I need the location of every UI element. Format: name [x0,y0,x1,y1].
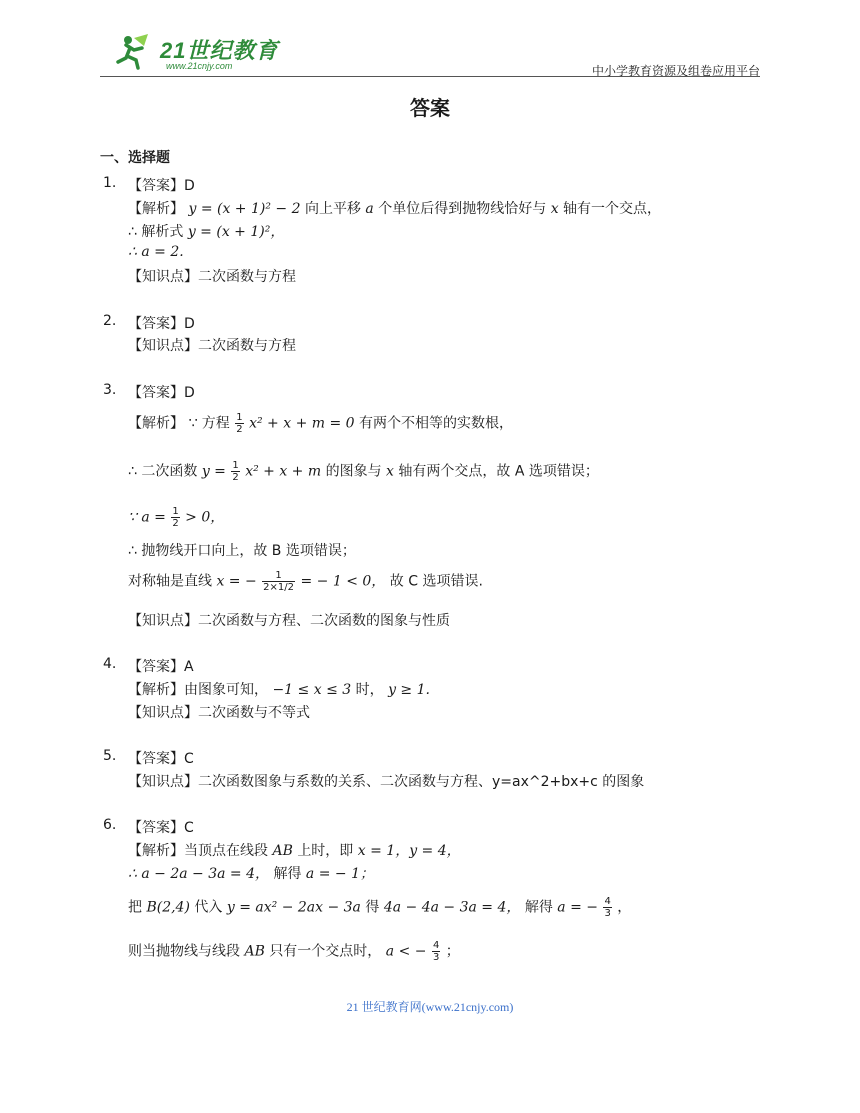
math-expression: y = ax² − 2ax − 3a [226,899,361,916]
math-expression: AB [272,843,293,859]
section-heading: 一、选择题 [100,150,170,166]
text-fragment: 故 C 选项错误. [389,573,483,590]
math-expression: x² + x + m [245,463,322,480]
question-number: 1. [103,175,117,191]
analysis-line [128,221,284,241]
answer-line: 【答案】D [128,385,195,401]
math-expression: y = [201,463,226,480]
analysis-line [128,198,661,218]
math-expression: y = (x + 1)²， [187,224,285,240]
fraction: $\frac{1}{2}$ [172,506,179,529]
answer-line: 【答案】D [128,178,195,194]
knowledge-line: 【知识点】二次函数与方程 [128,338,296,354]
analysis-line [128,896,631,919]
text-fragment: 只有一个交点时， [269,943,382,960]
answer-line: 【答案】A [128,659,194,675]
math-expression: y = (x + 1)² − 2 [188,201,301,217]
analysis-line: ∴ a = 2. [128,244,184,260]
math-expression: ∴ a − 2a − 3a = 4， [128,866,270,882]
text-fragment: 向上平移 [304,201,361,217]
analysis-line [128,940,460,963]
text-fragment: 对称轴是直线 [128,573,212,590]
answer-line: 【答案】C [128,820,194,836]
math-expression: AB [244,943,265,960]
header-divider [100,76,760,77]
text-fragment: 【解析】当顶点在线段 [128,843,268,859]
question-number: 5. [103,748,117,764]
text-fragment: 有两个不相等的实数根， [359,415,514,432]
text-fragment: 时， [355,682,384,698]
fraction: $\frac{1}{2}$ [236,412,243,435]
analysis-line [128,679,430,699]
math-expression: 4a − 4a − 3a = 4， [383,899,521,916]
fraction: $\frac{4}{3}$ [432,940,440,963]
math-expression: = − 1 < 0， [300,573,386,590]
analysis-line [128,840,461,860]
math-expression: −1 ≤ x ≤ 3 [272,682,352,698]
knowledge-line: 【知识点】二次函数与方程、二次函数的图象与性质 [128,613,450,629]
text-fragment: 则当抛物线与线段 [128,943,240,960]
answer-line: 【答案】C [128,751,194,767]
question-number: 6. [103,817,117,833]
text-fragment: 上时，即 [297,843,354,859]
knowledge-line: 【知识点】二次函数与方程 [128,269,296,285]
text-fragment: ∴ 解析式 [128,224,184,240]
analysis-line [128,506,224,529]
analysis-line [128,412,513,435]
analysis-label: 【解析】 [128,201,184,217]
analysis-line [128,570,483,593]
platform-name: 中小学教育资源及组卷应用平台 [591,64,760,78]
math-expression: > 0， [185,509,225,526]
logo-url: www.21cnjy.com [166,61,233,71]
text-fragment: 解得 [273,866,302,882]
analysis-line [128,863,374,883]
text-fragment: 解得 [524,899,553,916]
text-fragment: ， [617,899,632,916]
page-footer[interactable]: 21 世纪教育网(www.21cnjy.com) [346,1000,514,1014]
math-expression: x² + x + m = 0 [249,415,355,432]
text-fragment: 把 [128,899,142,916]
page-header [100,26,760,78]
math-expression: a [365,201,374,217]
knowledge-line: 【知识点】二次函数与不等式 [128,705,310,721]
text-fragment: 轴有一个交点， [563,201,662,217]
text-fragment: ∴ 二次函数 [128,463,198,480]
analysis-line [128,460,599,483]
math-expression: a < − [385,943,427,960]
fraction: $\frac{1}{2}$ [232,460,239,483]
math-expression: ∵ a = [128,509,166,526]
runner-logo-icon [114,32,160,72]
logo-text: 21世纪教育 [160,38,279,63]
math-expression: x = − [216,573,257,590]
text-fragment: 个单位后得到抛物线恰好与 [378,201,547,217]
question-number: 3. [103,382,117,398]
knowledge-line: 【知识点】二次函数图象与系数的关系、二次函数与方程、y=ax^2+bx+c 的图象 [128,774,645,790]
math-expression: x [550,201,559,217]
text-fragment: ； [445,943,460,960]
math-expression: x [386,463,394,480]
text-fragment: 得 [365,899,380,916]
analysis-line: ∴ 抛物线开口向上，故 B 选项错误； [128,543,356,559]
page-title: 答案 [410,96,450,120]
answer-line: 【答案】D [128,316,195,332]
analysis-label: 【解析】 [128,415,184,432]
question-number: 2. [103,313,117,329]
site-logo [108,28,288,76]
text-fragment: 代入 [194,899,223,916]
math-expression: a = − 1； [305,866,374,882]
math-expression: y ≥ 1. [388,682,430,698]
text-fragment: 轴有两个交点，故 A 选项错误； [398,463,599,480]
text-fragment: ∵ 方程 [188,415,230,432]
text-fragment: 的图象与 [325,463,382,480]
question-number: 4. [103,656,117,672]
math-expression: a = − [557,899,598,916]
fraction: $\frac{1}{2\times 1/2}$ [263,570,295,593]
math-expression: B(2,4) [146,899,190,916]
fraction: $\frac{4}{3}$ [604,896,611,919]
text-fragment: 【解析】由图象可知， [128,682,268,698]
math-expression: x = 1，y = 4， [357,843,461,859]
